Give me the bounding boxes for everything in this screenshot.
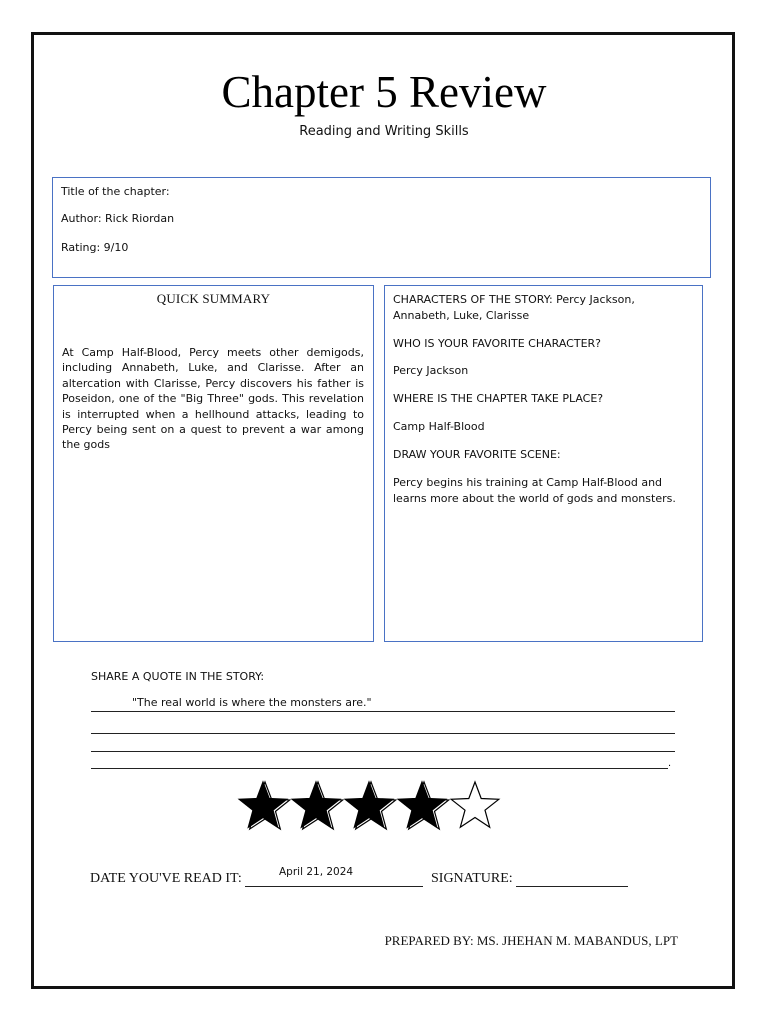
quote-label: SHARE A QUOTE IN THE STORY: (91, 670, 265, 683)
setting-question: WHERE IS THE CHAPTER TAKE PLACE? (393, 392, 604, 405)
rating-field: Rating: 9/10 (61, 241, 129, 254)
quote-line (91, 768, 668, 769)
quote-end-mark: . (668, 757, 672, 769)
author-field: Author: Rick Riordan (61, 212, 175, 225)
chapter-info-box (52, 177, 711, 278)
chapter-title-field: Title of the chapter: (61, 185, 170, 198)
signature-label: SIGNATURE: (431, 871, 513, 886)
quick-summary-heading: QUICK SUMMARY (156, 291, 271, 306)
rating-stars (236, 776, 506, 834)
favorite-scene-answer: Percy begins his training at Camp Half-Blood and learns more about the world of gods and monsters. (393, 476, 676, 505)
prepared-by: PREPARED BY: MS. JHEHAN M. MABANDUS, LPT (384, 933, 678, 948)
characters-line: CHARACTERS OF THE STORY: Percy Jackson, Annabeth, Luke, Clarisse (393, 293, 635, 322)
quick-summary-text: At Camp Half-Blood, Percy meets other demigods, including Annabeth, Luke, and Clarisse. After an altercation with Clarisse, Percy discovers his father is Poseidon, one of the "Big Three" gods. This revelation is interrupted when a hellhound attacks, leading to Percy being sent on a quest to prevent a war among the gods (62, 346, 364, 452)
quote-text: "The real world is where the monsters are." (132, 696, 372, 709)
page-title: Chapter 5 Review (221, 67, 547, 117)
quote-line (91, 751, 675, 752)
favorite-character-answer: Percy Jackson (393, 364, 469, 377)
star-empty-icon (451, 782, 499, 827)
date-line (245, 886, 423, 887)
quote-line (91, 733, 675, 734)
page-subtitle: Reading and Writing Skills (299, 124, 469, 139)
quote-line (91, 711, 675, 712)
quick-summary-box (53, 285, 374, 642)
date-read-label: DATE YOU'VE READ IT: (90, 871, 242, 886)
favorite-character-question: WHO IS YOUR FAVORITE CHARACTER? (393, 337, 602, 350)
setting-answer: Camp Half-Blood (393, 420, 485, 433)
date-read-value: April 21, 2024 (279, 866, 354, 878)
favorite-scene-question: DRAW YOUR FAVORITE SCENE: (393, 448, 561, 461)
signature-line (516, 886, 628, 887)
story-details-box (384, 285, 703, 642)
